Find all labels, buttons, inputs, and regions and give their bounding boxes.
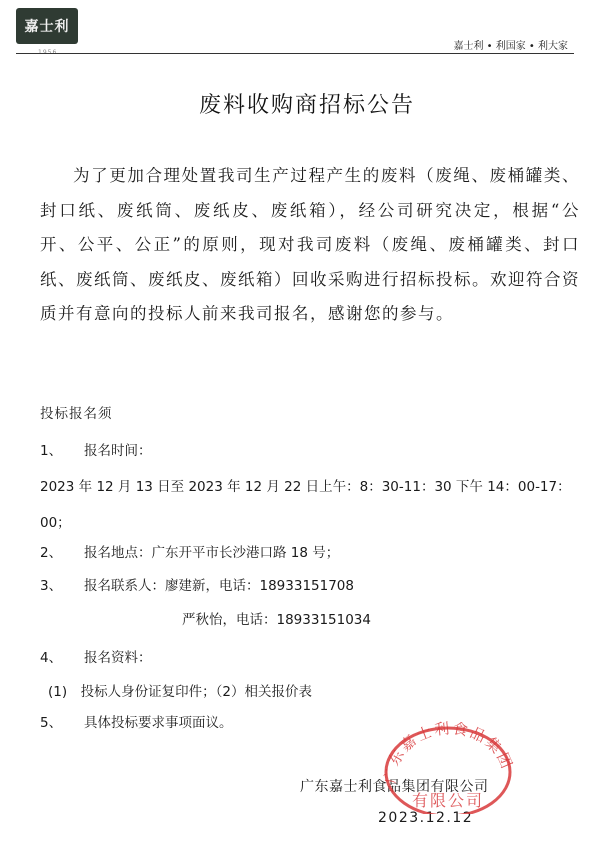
item-label: 报名资料： xyxy=(84,650,152,666)
notice-item-time xyxy=(40,439,152,459)
seal-ring xyxy=(386,728,510,814)
item-number: 3、 xyxy=(40,578,63,594)
contact-second: 严秋怡，电话：18933151034 xyxy=(182,612,371,628)
header-divider xyxy=(16,53,574,54)
item-value: 廖建新，电话：18933151708 xyxy=(165,578,354,594)
logo-subtext: 1956 xyxy=(38,49,58,56)
logo-text: 嘉士利 xyxy=(24,19,70,35)
notice-item-requirements xyxy=(40,711,233,731)
item-number: 1、 xyxy=(40,443,63,459)
company-logo xyxy=(16,8,78,44)
page-title: 废料收购商招标公告 xyxy=(198,93,415,118)
notice-heading: 投标报名须 xyxy=(40,406,113,422)
item-number: 4、 xyxy=(40,650,63,666)
seal-bottom-text: 有限公司 xyxy=(411,791,485,810)
item-label: 报名联系人： xyxy=(84,578,165,594)
header-slogan: 嘉士利 • 利国家 • 利大家 xyxy=(453,41,568,52)
company-seal-stamp xyxy=(378,718,518,814)
item-label: 报名地点： xyxy=(84,545,152,561)
item-label: 具体投标要求事项面议。 xyxy=(84,715,233,731)
item-label: 报名时间： xyxy=(84,443,152,459)
materials-list: (1) 投标人身份证复印件；（2）相关报价表 xyxy=(48,684,312,700)
signature-date: 2023.12.12 xyxy=(378,810,474,826)
registration-time-line2: 00； xyxy=(40,515,71,531)
item-number: 2、 xyxy=(40,545,63,561)
notice-item-contact xyxy=(40,574,354,594)
notice-item-location xyxy=(40,541,339,561)
item-value: 广东开平市长沙港口路 18 号； xyxy=(151,545,340,561)
signature-company: 广东嘉士利食品集团有限公司 xyxy=(300,779,489,795)
notice-item-materials xyxy=(40,646,152,666)
seal-arc-text: 广东嘉士利食品集团 xyxy=(381,719,517,785)
registration-time-line1: 2023 年 12 月 13 日至 2023 年 12 月 22 日上午：8：30-11：30 下午 14：00-17： xyxy=(40,479,571,495)
body-paragraph: 为了更加合理处置我司生产过程产生的废料（废绳、废桶罐类、封口纸、废纸筒、废纸皮、废纸箱），经公司研究决定，根据“公开、公平、公正”的原则，现对我司废料（废绳、废桶罐类、封口纸、废纸筒、废纸皮、废纸箱）回收采购进行招标投标。欢迎符合资质并有意向的投标人前来我司报名，感谢您的参与。 xyxy=(40,166,580,323)
item-number: 5、 xyxy=(40,715,63,731)
